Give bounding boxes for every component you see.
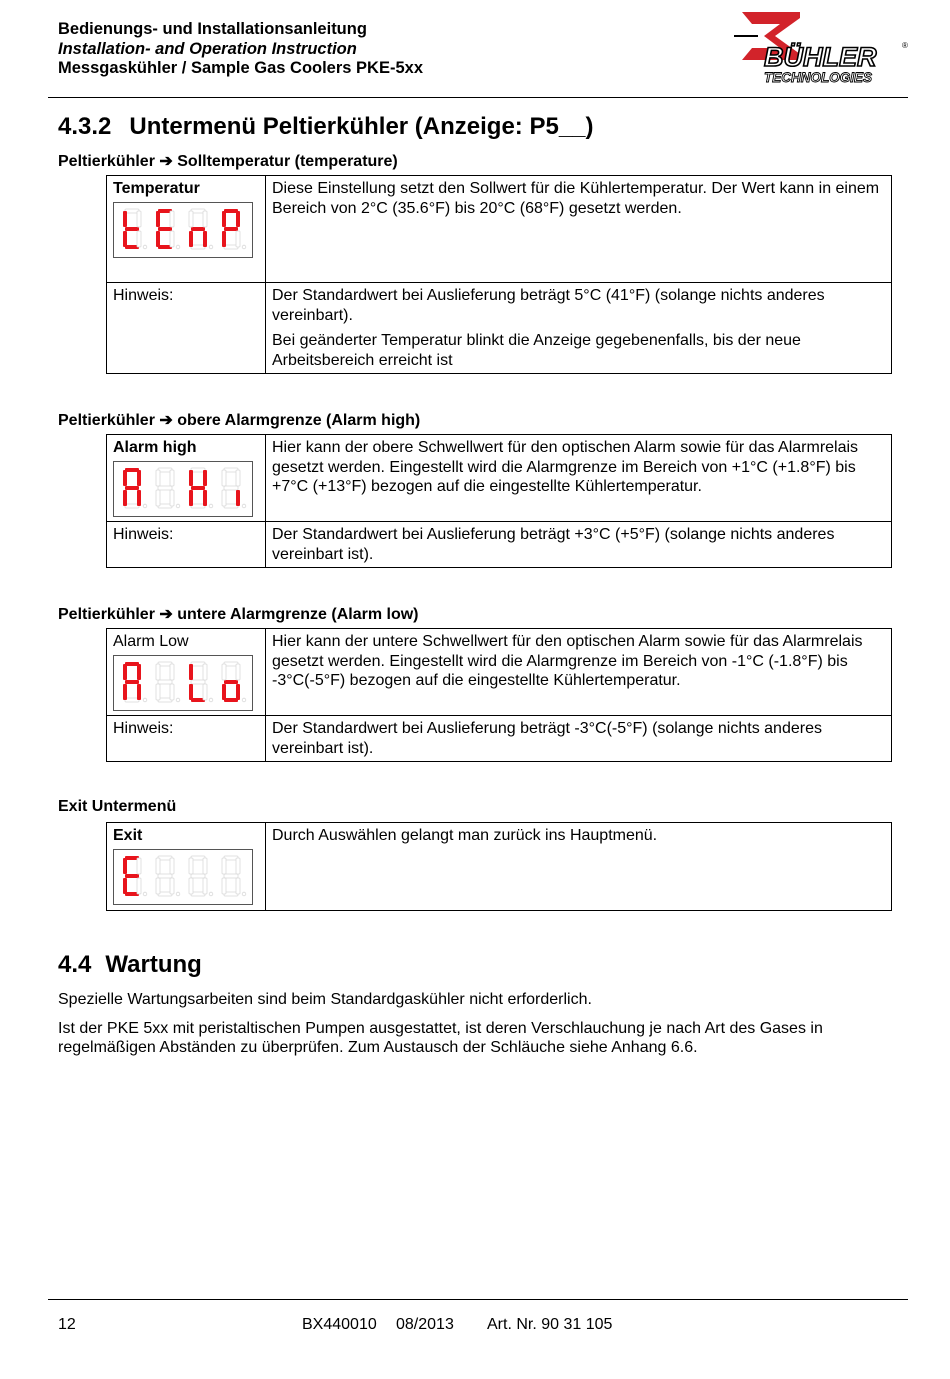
segment [125,468,139,472]
segment [191,680,205,684]
segment [203,231,207,247]
segment [191,468,205,472]
buehler-logo [730,8,910,90]
description-text: Hier kann der untere Schwellwert für den optischen Alarm sowie für das Alarmrelais gesetzt werden. Eingestellt wird die Alarmgrenze im Bereich von -1°C (-1.8°F) bis -3°C(-5°F) bezogen auf die eingestellte Kühlertemperatur. [272,633,863,689]
description-text: Hier kann der obere Schwellwert für den optischen Alarm sowie für das Alarmrelais gesetzt werden. Eingestellt wird die Alarmgrenze im Bereich von +1°C (+1.8°F) bis +7°C (+13°F) bezogen auf die eingestellte Kühlertemperatur. [272,439,859,495]
page-number: 12 [58,1316,76,1333]
footer-rule [48,1299,908,1300]
segment [222,231,226,247]
segment [203,664,207,680]
parameter-label: Alarm Low [113,633,189,650]
decimal-point [176,698,180,702]
segment [123,231,127,247]
segment [123,684,127,700]
decimal-point [242,504,246,508]
segment [170,684,174,700]
parameter-table-temperature [106,175,892,374]
segment [222,470,226,486]
segment [125,662,139,666]
segment [137,470,141,486]
segment [123,878,127,894]
segment [236,470,240,486]
segment [189,490,193,506]
description-cell [266,823,892,911]
segment [125,504,139,508]
segment [137,490,141,506]
segment [222,684,226,700]
digit [156,856,180,896]
label-cell [107,629,266,716]
segment [170,211,174,227]
section-number: 4.4 [58,951,92,978]
subheading-alarm-low: Peltierkühler ➔ untere Alarmgrenze (Alarm low) [58,606,419,623]
paragraph: Ist der PKE 5xx mit peristaltischen Pumpen ausgestattet, ist deren Verschlauchung je nach Art des Gases in regelmäßigen Abständen zu überprüfen. Zum Austausch der Schläuche siehe Anhang 6.6. [58,1019,823,1056]
segment [137,858,141,874]
segment [170,470,174,486]
segment [189,211,193,227]
segment [125,680,139,684]
segment [191,245,205,249]
description-cell [266,435,892,522]
segment [189,664,193,680]
segment [156,878,160,894]
segment [236,664,240,680]
segment [236,211,240,227]
decimal-point [209,698,213,702]
subheading-exit: Exit Untermenü [58,798,177,815]
arrow-right-icon: ➔ [159,412,173,429]
section-title: Wartung [105,951,202,978]
note-text: Der Standardwert bei Auslieferung beträgt -3°C(-5°F) (solange nichts anderes vereinbart ist). [272,720,822,757]
segment [123,858,127,874]
segment [224,486,238,490]
header-title-en: Installation- and Operation Instruction [58,39,357,58]
segment [137,211,141,227]
segment [236,231,240,247]
segment [170,664,174,680]
subheading-temperature: Peltierkühler ➔ Solltemperatur (temperature) [58,153,398,170]
arrow-right-icon: ➔ [159,153,173,170]
note-label-cell: Hinweis: [107,522,266,568]
segment [123,470,127,486]
segment [189,858,193,874]
note-text: Der Standardwert bei Auslieferung beträgt +3°C (+5°F) (solange nichts anderes vereinbart ist). [272,526,835,563]
segment [236,878,240,894]
segment [170,490,174,506]
segment [170,878,174,894]
segment [158,486,172,490]
segment [222,211,226,227]
segment [125,698,139,702]
section-title: Untermenü Peltierkühler (Anzeige: P5__) [129,113,594,140]
decimal-point [143,698,147,702]
seven-segment-display [113,849,253,905]
decimal-point [143,504,147,508]
segment [191,486,205,490]
digit [123,468,147,508]
digit [222,209,246,249]
note-text: Bei geänderter Temperatur blinkt die Anzeige gegebenenfalls, bis der neue Arbeitsbereich erreicht ist [272,332,801,369]
digit [156,468,180,508]
note-cell [266,283,892,374]
note-cell [266,522,892,568]
article-number: Art. Nr. 90 31 105 [487,1316,613,1333]
segment [224,209,238,213]
seven-segment-display [113,655,253,711]
segment [170,231,174,247]
segment [236,858,240,874]
section-heading-4-3-2 [58,113,594,141]
logo-subline: TECHNOLOGIES [764,70,873,85]
description-text: Diese Einstellung setzt den Sollwert für die Kühlertemperatur. Der Wert kann in einem Bereich von 2°C (35.6°F) bis 20°C (68°F) gesetzt werden. [272,180,880,217]
segment [222,858,226,874]
subheading-alarm-high: Peltierkühler ➔ obere Alarmgrenze (Alarm high) [58,412,421,429]
arrow-right-icon: ➔ [159,606,173,623]
svg-text:®: ® [902,41,908,50]
digit [123,209,147,249]
segment [222,878,226,894]
segment [203,490,207,506]
decimal-point [209,245,213,249]
paragraph: Spezielle Wartungsarbeiten sind beim Standardgaskühler nicht erforderlich. [58,991,592,1008]
parameter-table-alarm-high [106,434,892,568]
decimal-point [242,892,246,896]
note-label-cell: Hinweis: [107,716,266,762]
seven-segment-display [113,461,253,517]
digit [222,662,246,702]
decimal-point [176,892,180,896]
logo-wordmark: BÜHLER [764,42,877,72]
parameter-label: Exit [113,827,143,844]
segment [236,684,240,700]
segment [224,698,238,702]
note-text: Der Standardwert bei Auslieferung beträgt 5°C (41°F) (solange nichts anderes vereinbart). [272,287,825,324]
description-cell [266,176,892,283]
decimal-point [209,504,213,508]
segment [158,874,172,878]
document-header [58,20,423,79]
decimal-point [143,245,147,249]
digit [123,856,147,896]
label-cell [107,176,266,283]
segment [222,664,226,680]
decimal-point [209,892,213,896]
note-label-cell: Hinweis: [107,283,266,374]
digit [189,209,213,249]
segment [125,486,139,490]
digit [123,662,147,702]
segment [224,680,238,684]
segment [156,211,160,227]
digit [189,856,213,896]
parameter-label: Temperatur [113,180,200,197]
digit [156,662,180,702]
segment [156,664,160,680]
decimal-point [176,245,180,249]
segment [191,504,205,508]
digit [189,662,213,702]
label-cell [107,823,266,911]
segment [158,227,172,231]
segment [123,664,127,680]
segment [156,858,160,874]
doc-date: 08/2013 [396,1316,454,1333]
segment [137,878,141,894]
segment [137,664,141,680]
segment [156,231,160,247]
seven-segment-display [113,202,253,258]
decimal-point [242,698,246,702]
section-heading-4-4 [58,951,202,979]
digit [156,209,180,249]
segment [224,227,238,231]
segment [123,211,127,227]
segment [189,878,193,894]
segment [222,490,226,506]
description-text: Durch Auswählen gelangt man zurück ins Hauptmenü. [272,827,658,844]
segment [236,490,240,506]
segment [158,680,172,684]
decimal-point [143,892,147,896]
parameter-table-exit [106,822,892,911]
parameter-table-alarm-low [106,628,892,762]
header-rule [48,97,908,98]
segment [137,684,141,700]
segment [189,470,193,486]
header-title-de: Bedienungs- und Installationsanleitung [58,20,367,38]
segment [203,470,207,486]
section-number: 4.3.2 [58,113,112,140]
segment [191,227,205,231]
label-cell [107,435,266,522]
digit [222,856,246,896]
segment [203,684,207,700]
segment [203,211,207,227]
digit [222,468,246,508]
decimal-point [242,245,246,249]
segment [170,858,174,874]
segment [203,858,207,874]
segment [203,878,207,894]
segment [125,227,139,231]
segment [137,231,141,247]
description-cell [266,629,892,716]
note-cell [266,716,892,762]
doc-number: BX440010 [302,1316,377,1333]
segment [189,684,193,700]
digit [189,468,213,508]
segment [156,490,160,506]
segment [224,874,238,878]
parameter-label: Alarm high [113,439,197,456]
segment [156,470,160,486]
segment [123,490,127,506]
segment [125,874,139,878]
decimal-point [176,504,180,508]
maintenance-text [58,990,904,1067]
segment [191,874,205,878]
segment [189,231,193,247]
header-product: Messgaskühler / Sample Gas Coolers PKE-5xx [58,59,423,77]
segment [156,684,160,700]
